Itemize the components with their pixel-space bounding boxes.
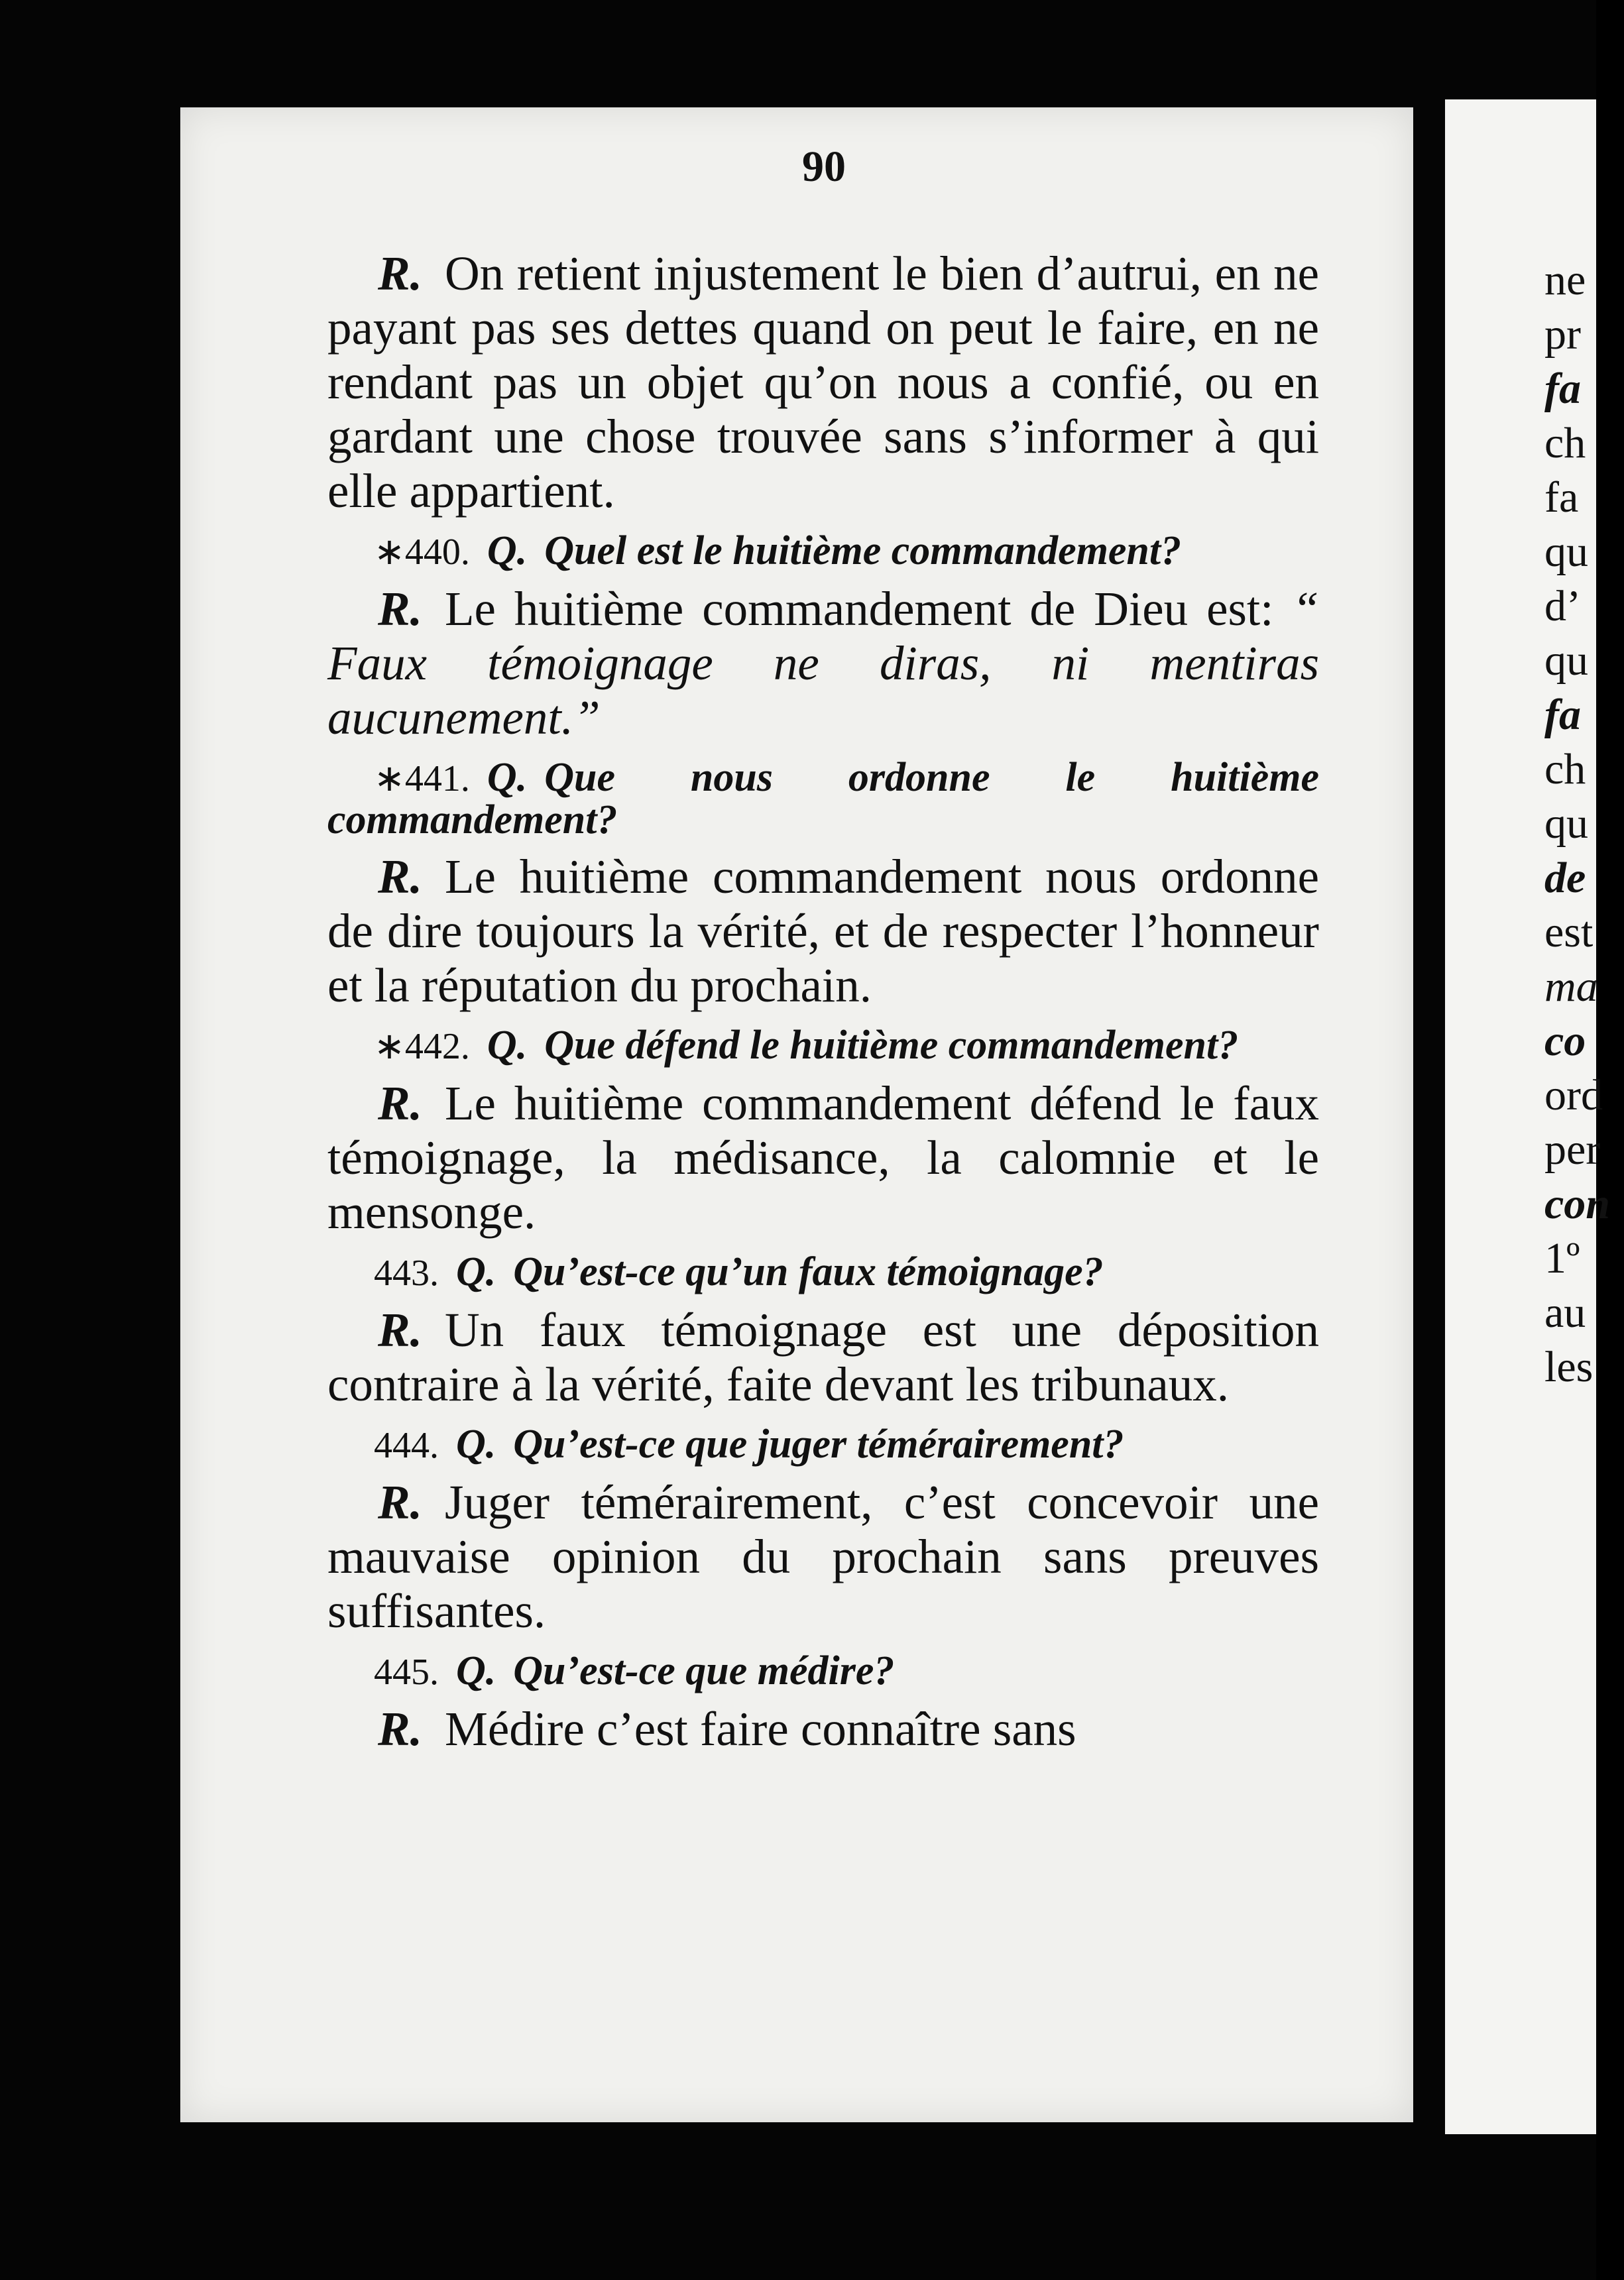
answer-paragraph [327, 582, 1319, 745]
answer-label: R. [378, 850, 422, 903]
answer-paragraph [327, 1076, 1319, 1239]
right-page-fragment: pr [1544, 310, 1581, 359]
right-page-fragment: qu [1544, 528, 1588, 576]
right-page-fragment: ne [1544, 256, 1586, 304]
right-page-fragment: fa [1544, 691, 1581, 739]
answer-paragraph [327, 1702, 1319, 1756]
answer-label: R. [378, 582, 422, 636]
answer-paragraph [327, 1475, 1319, 1638]
question-text: Qu’est-ce que juger témérairement? [513, 1422, 1124, 1467]
question-number: 443. [374, 1253, 439, 1294]
catechism-text [327, 247, 1319, 1756]
answer-paragraph [327, 1303, 1319, 1412]
right-page-fragment: au [1544, 1288, 1586, 1337]
question-441 [327, 757, 1319, 840]
answer-paragraph [327, 850, 1319, 1013]
answer-label: R. [378, 247, 422, 300]
question-number: ∗441. [374, 758, 470, 799]
question-label: Q. [487, 528, 528, 573]
answer-text: Le huitième commandement de Dieu est: [444, 582, 1274, 636]
question-label: Q. [456, 1648, 496, 1693]
question-label: Q. [487, 755, 528, 800]
answer-label: R. [378, 1303, 422, 1357]
right-page-fragment: fa [1544, 473, 1579, 522]
answer-text: Le huitième commandement nous ordonne de dire toujours la vérité, et de respecter l’honneur et la réputation du prochain. [327, 850, 1319, 1012]
question-text: Qu’est-ce que médire? [513, 1648, 895, 1693]
page-number: 90 [802, 142, 846, 191]
right-page-fragment: ch [1544, 745, 1586, 793]
right-page-fragment: co [1544, 1017, 1586, 1065]
right-page-fragment: les [1544, 1343, 1594, 1391]
question-443 [327, 1251, 1319, 1294]
right-page-fragment: per [1544, 1125, 1601, 1174]
answer-text: Le huitième commandement défend le faux témoignage, la médisance, la calomnie et le mensonge. [327, 1076, 1319, 1239]
answer-label: R. [378, 1475, 422, 1529]
right-page-fragments [1544, 258, 1624, 1400]
question-number: ∗440. [374, 532, 470, 573]
right-page-fragment: 1º [1544, 1234, 1580, 1282]
question-number: 445. [374, 1652, 439, 1693]
right-page-fragment: ma [1544, 962, 1598, 1011]
right-page-fragment: ord [1544, 1071, 1603, 1119]
answer-text: Médire c’est faire connaître sans [444, 1702, 1076, 1756]
right-page-fragment: de [1544, 854, 1586, 902]
answer-label: R. [378, 1076, 422, 1130]
question-label: Q. [456, 1422, 496, 1467]
commandment-quote: “ Faux témoignage ne diras, ni mentiras aucunement.” [327, 582, 1320, 744]
question-text: Que nous ordonne le huitième commandement? [327, 755, 1319, 842]
question-label: Q. [487, 1023, 528, 1068]
right-page-fragment: d’ [1544, 582, 1581, 630]
question-text: Qu’est-ce qu’un faux témoignage? [513, 1249, 1104, 1294]
question-text: Que défend le huitième commandement? [544, 1023, 1239, 1068]
right-page-fragment: qu [1544, 636, 1588, 685]
right-page-fragment: fa [1544, 365, 1581, 413]
right-page-fragment: ch [1544, 419, 1586, 467]
question-444 [327, 1424, 1319, 1466]
answer-text: On retient injustement le bien d’autrui, en ne payant pas ses dettes quand on peut le faire, en ne rendant pas un objet qu’on nous a confié, ou en gardant une chose trouvée sans s’informer à qui elle appartient. [327, 247, 1319, 518]
answer-text: Juger témérairement, c’est concevoir une mauvaise opinion du prochain sans preuves suffisantes. [327, 1475, 1319, 1638]
right-page-fragment: est [1544, 908, 1594, 956]
question-440 [327, 530, 1319, 573]
question-445 [327, 1650, 1319, 1693]
question-number: ∗442. [374, 1026, 470, 1067]
answer-label: R. [378, 1702, 422, 1756]
answer-text: Un faux témoignage est une déposition contraire à la vérité, faite devant les tribunaux. [327, 1303, 1319, 1411]
question-442 [327, 1025, 1319, 1067]
question-label: Q. [456, 1249, 496, 1294]
right-page-fragment: qu [1544, 799, 1588, 848]
question-text: Quel est le huitième commandement? [544, 528, 1182, 573]
right-page-fragment: con [1544, 1180, 1610, 1228]
question-number: 444. [374, 1425, 439, 1466]
answer-paragraph [327, 247, 1319, 518]
